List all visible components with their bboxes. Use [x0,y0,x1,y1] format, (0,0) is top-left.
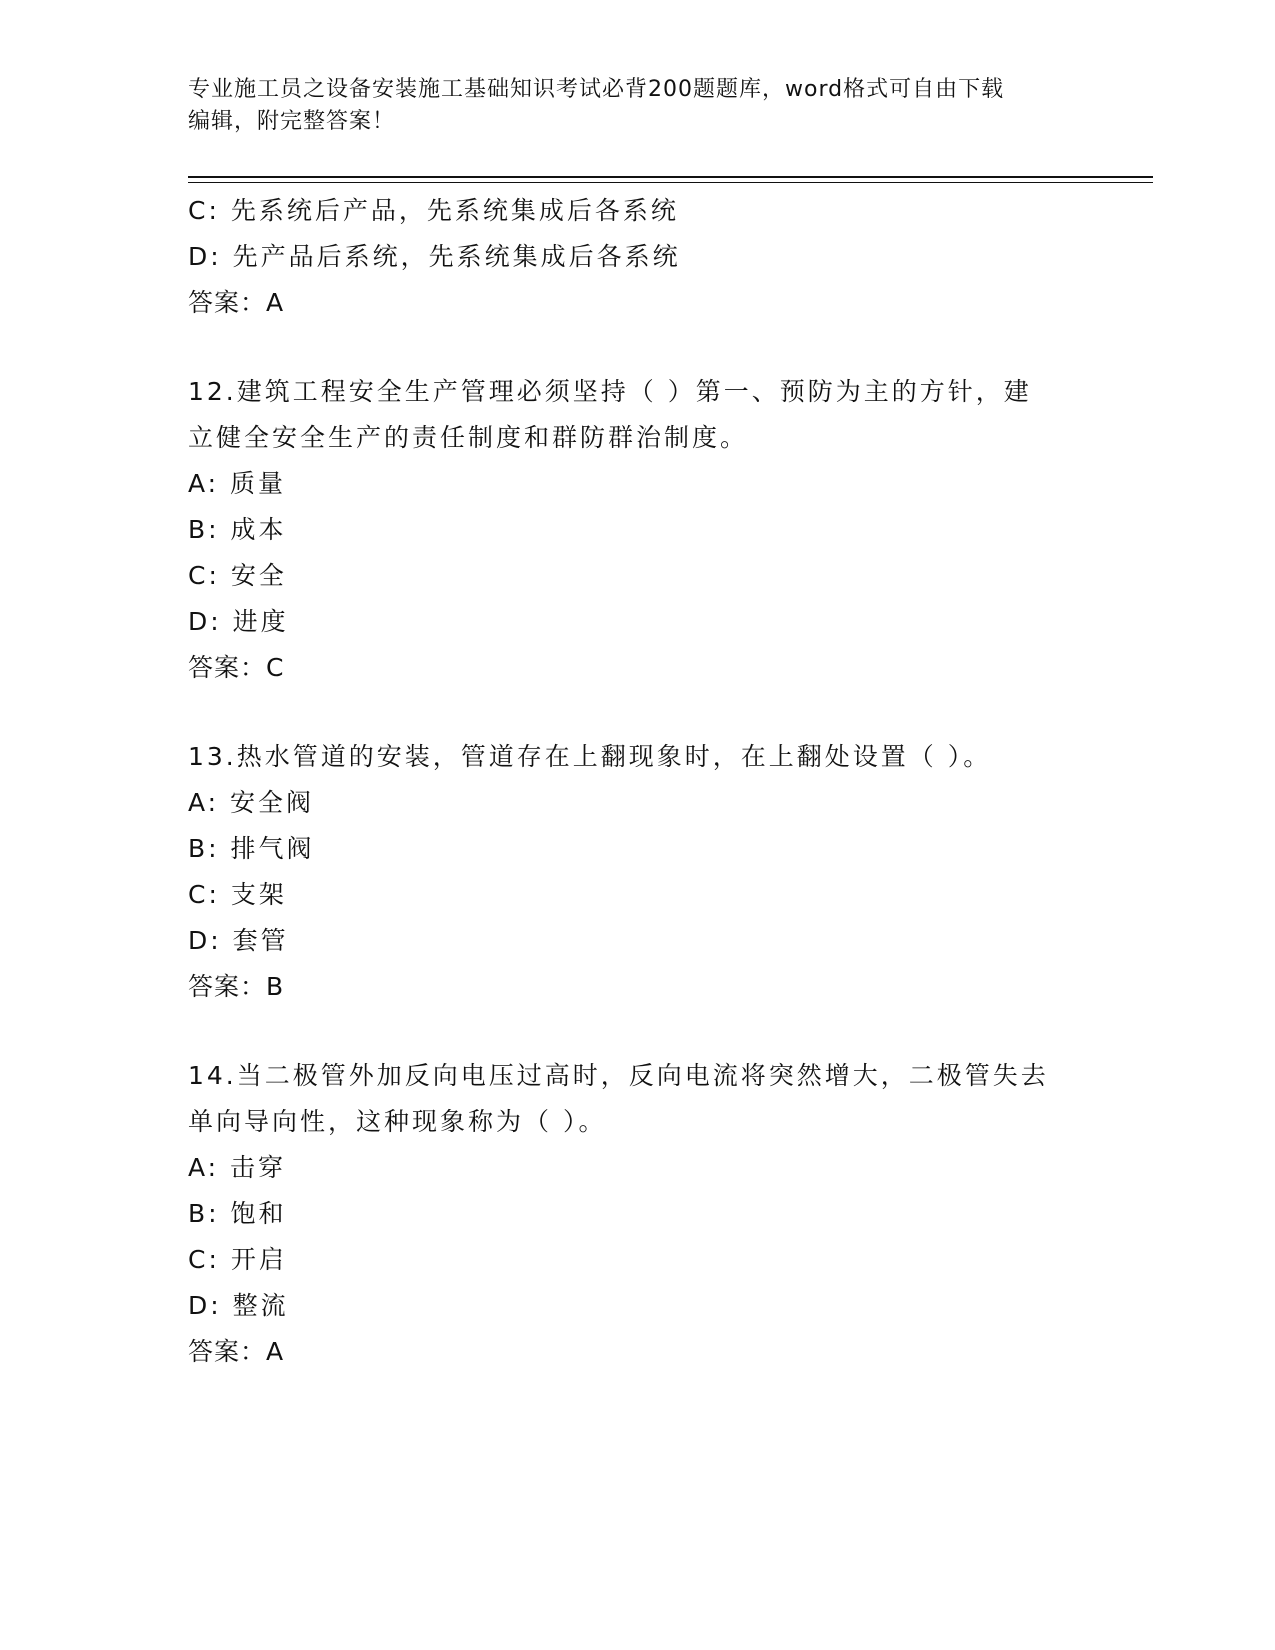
question-stem-line: 立健全安全生产的责任制度和群防群治制度。 [188,423,749,452]
question-stem-line: 13.热水管道的安装，管道存在上翻现象时，在上翻处设置（ ）。 [188,742,992,771]
option-a: A: 安全阀 [188,788,315,817]
option-b: B: 排气阀 [188,834,315,863]
spacer [188,1010,1088,1053]
header-line-1: 专业施工员之设备安装施工基础知识考试必背200题题库，word格式可自由下载 [188,77,1005,102]
option-a: A: 质量 [188,469,287,498]
option-b: B: 饱和 [188,1199,287,1228]
question-stem-line: 12.建筑工程安全生产管理必须坚持（ ）第一、预防为主的方针，建 [188,377,1032,406]
option-c: C: 支架 [188,880,287,909]
header-divider-thin [188,182,1153,183]
question-stem-line: 单向导向性，这种现象称为（ ）。 [188,1107,607,1136]
option-b: B: 成本 [188,515,287,544]
spacer [188,691,1088,734]
question-12 [188,369,1088,691]
option-c: C: 开启 [188,1245,287,1274]
option-a: A: 击穿 [188,1153,287,1182]
option-c: C: 先系统后产品，先系统集成后各系统 [188,196,679,225]
header-divider-thick [188,176,1153,178]
option-d: D: 套管 [188,926,289,955]
page-header [188,74,1068,138]
option-c: C: 安全 [188,561,287,590]
option-d: D: 整流 [188,1291,289,1320]
spacer [188,326,1088,369]
question-13 [188,734,1088,1010]
answer-line: 答案：A [188,1337,285,1366]
answer-line: 答案：A [188,288,285,317]
header-line-2: 编辑，附完整答案！ [188,109,396,134]
question-stem-line: 14.当二极管外加反向电压过高时，反向电流将突然增大，二极管失去 [188,1061,1049,1090]
previous-question-tail [188,188,1088,326]
option-d: D: 先产品后系统，先系统集成后各系统 [188,242,681,271]
question-14 [188,1053,1088,1375]
option-d: D: 进度 [188,607,289,636]
document-body [188,188,1088,1375]
answer-line: 答案：C [188,653,285,682]
answer-line: 答案：B [188,972,285,1001]
